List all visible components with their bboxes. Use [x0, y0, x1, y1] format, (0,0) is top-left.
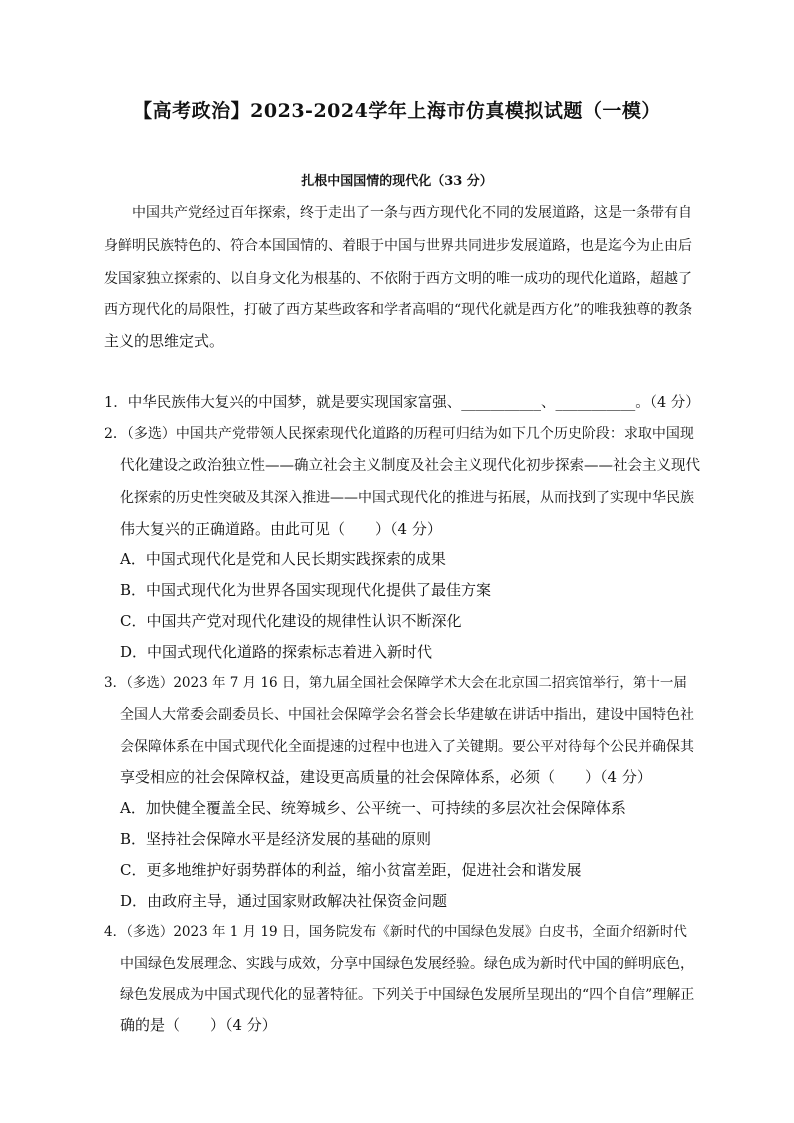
- question-2-line: 2．（多选）中国共产党带领人民探索现代化道路的历程可归结为如下几个历史阶段：求取中国现: [104, 426, 694, 442]
- question-4-line: 4．（多选）2023 年 1 月 19 日，国务院发布《新时代的中国绿色发展》白皮书，全面介绍新时代: [104, 924, 687, 940]
- intro-line: 身鲜明民族特色的、符合本国国情的、着眼于中国与世界共同进步发展道路，也是迄今为止由后: [104, 238, 692, 254]
- question-3-line: 3．（多选）2023 年 7 月 16 日，第九届全国社会保障学术大会在北京国二招宾馆举行，第十一届: [104, 675, 687, 691]
- question-2-option-c: C．中国共产党对现代化建设的规律性认识不断深化: [120, 612, 462, 630]
- question-4-line: 确的是（ ）（4 分）: [120, 1016, 277, 1034]
- question-2-line: 化探索的历史性突破及其深入推进——中国式现代化的推进与拓展，从而找到了实现中华民族: [120, 490, 694, 506]
- question-3-option-d: D．由政府主导，通过国家财政解决社保资金问题: [120, 892, 448, 910]
- question-2-line: 伟大复兴的正确道路。由此可见（ ）（4 分）: [120, 520, 442, 538]
- question-3-line: 会保障体系在中国式现代化全面提速的过程中也进入了关键期。要公平对待每个公民并确保其: [120, 739, 694, 755]
- question-3-option-b: B．坚持社会保障水平是经济发展的基础的原则: [120, 830, 432, 848]
- question-4-line: 绿色发展成为中国式现代化的显著特征。下列关于中国绿色发展所呈现出的“四个自信”理解正: [120, 987, 695, 1003]
- question-3-line: 全国人大常委会副委员长、中国社会保障学会名誉会长华建敏在讲话中指出，建设中国特色社: [120, 707, 694, 723]
- question-2-option-a: A．中国式现代化是党和人民长期实践探索的成果: [120, 550, 446, 568]
- question-2-option-b: B．中国式现代化为世界各国实现现代化提供了最佳方案: [120, 581, 492, 599]
- intro-line: 发国家独立探索的、以自身文化为根基的、不依附于西方文明的唯一成功的现代化道路，超越了: [104, 271, 692, 287]
- document-title: 【高考政治】2023-2024学年上海市仿真模拟试题（一模）: [133, 100, 661, 122]
- question-2-line: 代化建设之政治独立性——确立社会主义制度及社会主义现代化初步探索——社会主义现代: [120, 458, 700, 474]
- question-1: 1．中华民族伟大复兴的中国梦，就是要实现国家富强、___________、___________。（4 分）: [104, 395, 700, 411]
- intro-line: 中国共产党经过百年探索，终于走出了一条与西方现代化不同的发展道路，这是一条带有自: [132, 205, 692, 221]
- intro-line: 主义的思维定式。: [104, 332, 225, 350]
- question-3-option-c: C．更多地维护好弱势群体的利益，缩小贫富差距，促进社会和谐发展: [120, 861, 582, 879]
- question-3-option-a: A．加快健全覆盖全民、统筹城乡、公平统一、可持续的多层次社会保障体系: [120, 799, 626, 817]
- question-2-option-d: D．中国式现代化道路的探索标志着进入新时代: [120, 643, 433, 661]
- intro-line: 西方现代化的局限性，打破了西方某些政客和学者高唱的“现代化就是西方化”的唯我独尊的教条: [104, 302, 693, 318]
- question-3-line: 享受相应的社会保障权益，建设更高质量的社会保障体系，必须（ ）（4 分）: [120, 768, 652, 786]
- section-heading: 扎根中国国情的现代化（33 分）: [301, 174, 493, 189]
- question-4-line: 中国绿色发展理念、实践与成效，分享中国绿色发展经验。绿色成为新时代中国的鲜明底色，: [120, 956, 694, 972]
